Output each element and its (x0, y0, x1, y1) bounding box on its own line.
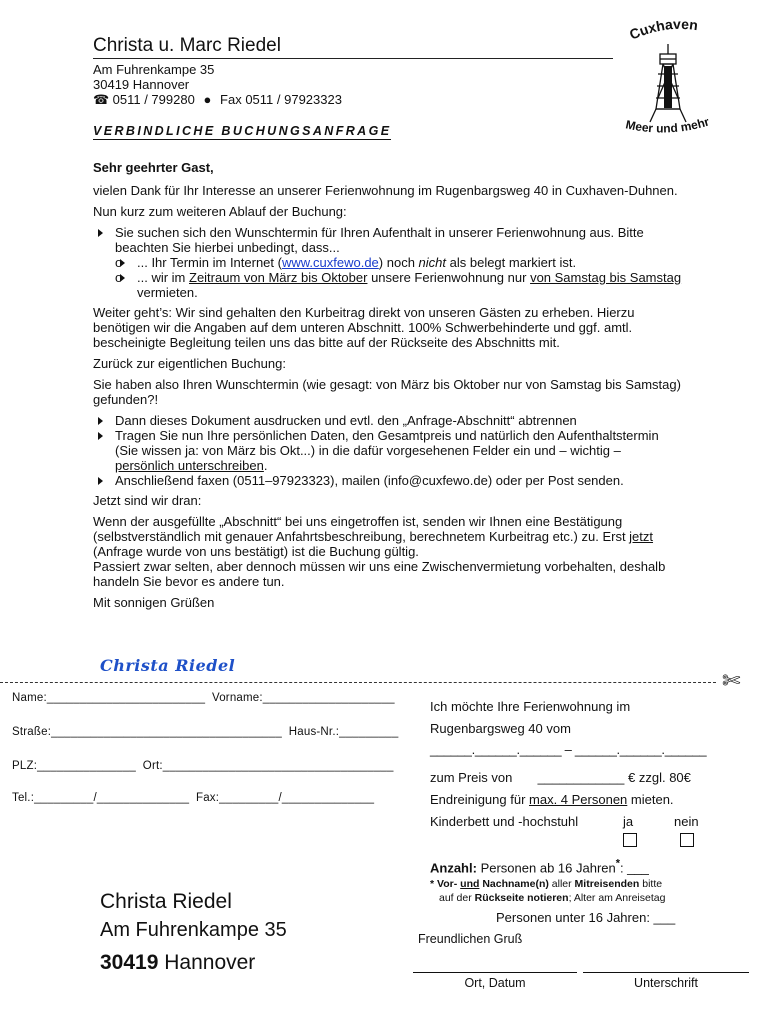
text: ... wir im (137, 270, 189, 285)
list-item (93, 428, 683, 473)
text: (Anfrage wurde von uns bestätigt) ist die Buchung gültig. (93, 544, 419, 559)
nein-label: nein (674, 814, 699, 829)
sub-list (93, 255, 683, 300)
underlined-text: max. 4 Personen (529, 792, 628, 807)
underlined-text: Zeitraum von März bis Oktober (189, 270, 368, 285)
date-range-field[interactable]: ______.______.______ – ______.______.______ (430, 742, 707, 757)
name-field-line[interactable]: Name:________________________ Vorname:____________________ (12, 692, 395, 704)
count-label: Anzahl: (430, 860, 477, 876)
paragraph-reservation: Passiert zwar selten, aber dennoch müssen wir uns eine Zwischenvermietung vorbehalten, deshalb handeln Sie bevor es andere tun. (93, 559, 666, 589)
salutation: Sehr geehrter Gast, (93, 160, 214, 175)
cleaning-line (430, 792, 674, 807)
handwritten-signature: Christa Riedel (100, 656, 236, 675)
paragraph-our-turn: Jetzt sind wir dran: (93, 493, 202, 508)
phone-number: 0511 / 799280 (112, 92, 195, 107)
instructions-list (93, 413, 683, 488)
footnote-line-2 (430, 891, 665, 905)
letter-body (93, 160, 683, 616)
greeting: Freundlichen Gruß (418, 932, 523, 946)
text: als belegt markiert ist. (446, 255, 577, 270)
text: Personen ab 16 Jahren (480, 860, 616, 876)
logo-bottom-text: Meer und mehr (624, 114, 711, 136)
paragraph-back: Zurück zur eigentlichen Buchung: (93, 356, 286, 371)
text: ; Alter am Anreisetag (568, 892, 666, 904)
asterisk: * (430, 878, 435, 890)
svg-text:Cuxhaven (627, 16, 699, 43)
document-title: VERBINDLICHE BUCHUNGSANFRAGE (93, 124, 392, 138)
request-line-2: Rugenbargsweg 40 vom (430, 721, 571, 736)
request-line-1: Ich möchte Ihre Ferienwohnung im (430, 699, 631, 714)
paragraph-intro: Nun kurz zum weiteren Ablauf der Buchung: (93, 204, 347, 219)
signature-line[interactable] (583, 972, 749, 973)
list-item: Anschließend faxen (0511–97923323), mailen (info@cuxfewo.de) oder per Post senden. (93, 473, 683, 488)
bold-text: Vor- (437, 878, 458, 890)
fax-number: Fax 0511 / 97923323 (220, 92, 342, 107)
signature-label: Unterschrift (634, 976, 698, 990)
recipient-name: Christa Riedel (100, 890, 232, 913)
place-date-line[interactable] (413, 972, 577, 973)
text: unsere Ferienwohnung nur (367, 270, 531, 285)
circle-bullet-icon: o (115, 255, 123, 270)
website-link[interactable]: www.cuxfewo.de (281, 255, 379, 270)
list-item-text: Sie suchen sich den Wunschtermin für Ihren Aufenthalt in unserer Ferienwohnung aus. Bitte beachten Sie hierbei unbedingt, dass... (115, 225, 644, 255)
recipient-street: Am Fuhrenkampe 35 (100, 919, 287, 941)
recipient-city: Hannover (164, 951, 256, 974)
bold-text: Mitreisenden (574, 878, 640, 890)
text: Tragen Sie nun Ihre persönlichen Daten, den Gesamtpreis und natürlich den Aufenthaltstermin (Sie wissen ja: von März bis Okt...) in die dafür vorgesehenen Felder ein und – wichtig – (115, 428, 659, 458)
svg-text:Meer und mehr (624, 114, 711, 135)
sender-name: Christa u. Marc Riedel (93, 35, 613, 59)
paragraph-question: Sie haben also Ihren Wunschtermin (wie gesagt: von März bis Oktober nur von Samstag bis Samstag) gefunden?! (93, 377, 681, 407)
sub-list-item (115, 255, 683, 270)
footnote (430, 877, 665, 905)
nein-checkbox[interactable] (680, 833, 694, 847)
bold-text: Nachname(n) (482, 878, 549, 890)
sender-street: Am Fuhrenkampe 35 (93, 62, 215, 77)
underlined-text: persönlich unterschreiben (115, 458, 264, 473)
bullet-dot-icon: ● (203, 92, 212, 107)
logo-top-text: Cuxhaven (626, 15, 699, 43)
price-field[interactable]: ____________ (537, 770, 625, 785)
text: mieten. (627, 792, 674, 807)
lighthouse-tower-icon (620, 14, 730, 139)
cuxhaven-logo (620, 14, 730, 139)
footnote-line-1 (430, 877, 665, 891)
paragraph-confirmation (93, 514, 683, 559)
paragraph-kurbeitrag: Weiter geht’s: Wir sind gehalten den Kurbeitrag direkt von unseren Gästen zu erheben. Hierzu benötigen wir die Angaben auf dem unteren Abschnitt. 100% Schwerbehinderte und ggf. amtl. bescheinigte Begleitung teilen uns das bitte auf der Rückseite des Abschnitts mit. (93, 305, 635, 350)
underlined-text: von Samstag bis Samstag (530, 270, 682, 285)
kids-bed-label: Kinderbett und -hochstuhl (430, 814, 579, 829)
text: ... Ihr Termin im Internet ( (137, 255, 282, 270)
sub-list-item (115, 270, 683, 300)
closing: Mit sonnigen Grüßen (93, 595, 215, 610)
count-adults-line[interactable] (430, 858, 649, 875)
ja-label: ja (623, 814, 634, 829)
price-suffix: € zzgl. 80€ (628, 770, 691, 785)
emphasis: nicht (418, 255, 447, 270)
text: ) noch (378, 255, 419, 270)
cut-line (0, 682, 716, 683)
price-line (430, 770, 691, 785)
circle-bullet-icon: o (115, 270, 123, 285)
price-label: zum Preis von (430, 770, 513, 785)
text: auf der (439, 892, 475, 904)
scissors-icon: ✄ (722, 668, 741, 693)
sender-city: 30419 Hannover (93, 77, 190, 92)
underlined-text: und (460, 878, 480, 890)
list-item (93, 225, 683, 300)
bold-text: Rückseite notieren (474, 892, 569, 904)
text: bitte (642, 878, 663, 890)
sender-address (93, 62, 342, 107)
adults-field[interactable]: : ___ (619, 860, 649, 876)
text: . (263, 458, 268, 473)
text: vermieten. (137, 285, 198, 300)
contact-line (93, 92, 342, 107)
text: Wenn der ausgefüllte „Abschnitt“ bei uns eingetroffen ist, senden wir Ihnen eine Bestätigung (selbstverständlich mit genauer Anfahrtsbeschreibung, berechnetem Kurbeitrag etc.) zu. Erst (93, 514, 630, 544)
tel-field-line[interactable]: Tel.:_________/______________ Fax:_________/______________ (12, 792, 375, 804)
telephone-icon: ☎ (93, 92, 110, 107)
plz-field-line[interactable]: PLZ:_______________ Ort:___________________________________ (12, 760, 394, 772)
count-kids-field[interactable]: Personen unter 16 Jahren: ___ (496, 910, 676, 925)
ja-checkbox[interactable] (623, 833, 637, 847)
street-field-line[interactable]: Straße:___________________________________ Haus-Nr.:_________ (12, 726, 399, 738)
asterisk: * (615, 858, 620, 870)
mailing-address (100, 887, 287, 977)
recipient-city-line (100, 948, 287, 977)
place-date-label: Ort, Datum (464, 976, 526, 990)
underlined-text: jetzt (629, 529, 654, 544)
booking-steps-list (93, 225, 683, 300)
paragraph-thanks: vielen Dank für Ihr Interesse an unserer Ferienwohnung im Rugenbargsweg 40 in Cuxhaven-Duhnen. (93, 183, 678, 198)
text: Endreinigung für (430, 792, 530, 807)
text: aller (551, 878, 572, 890)
recipient-zip: 30419 (100, 951, 159, 974)
list-item: Dann dieses Dokument ausdrucken und evtl. den „Anfrage-Abschnitt“ abtrennen (93, 413, 683, 428)
